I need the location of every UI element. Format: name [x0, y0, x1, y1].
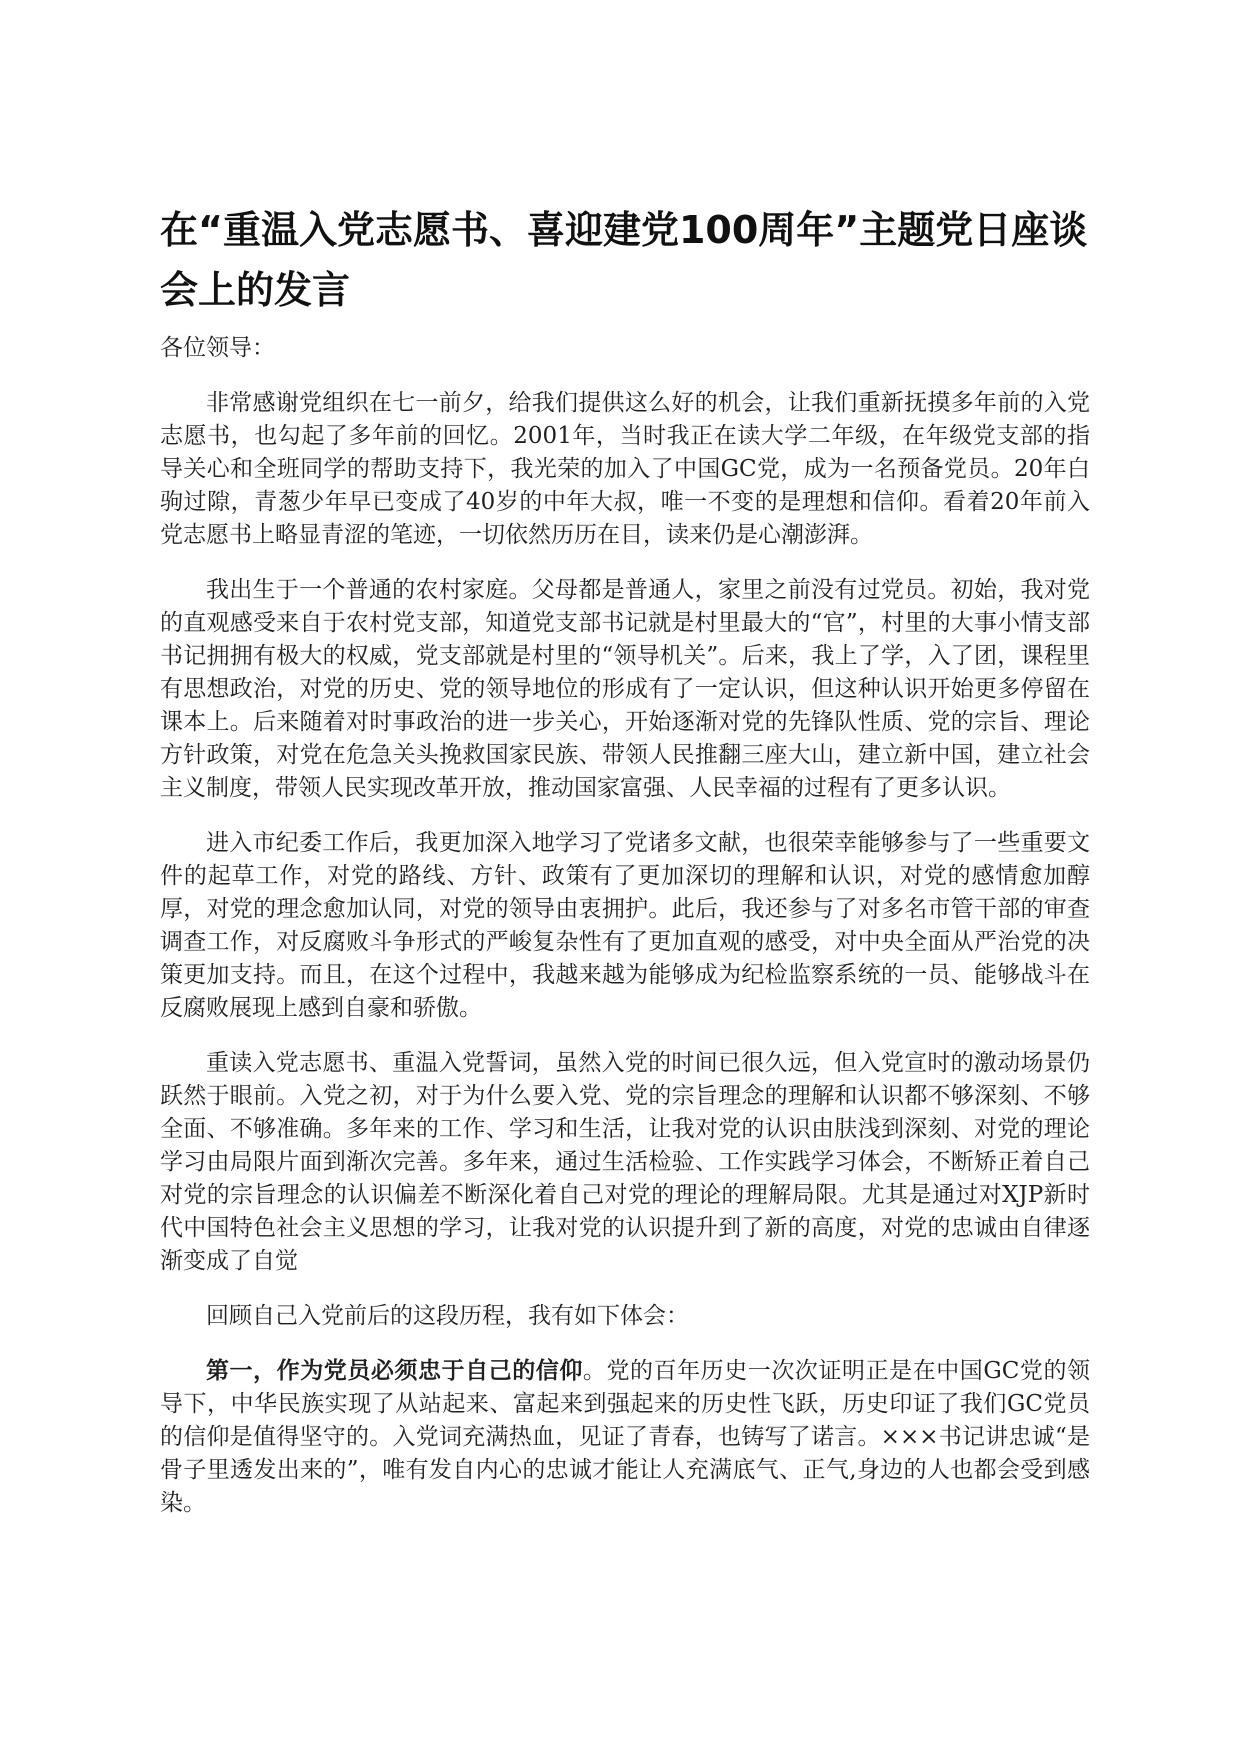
salutation: 各位领导：	[160, 335, 275, 361]
point-1-paragraph	[160, 1355, 1090, 1520]
point-1-body: 。党的百年历史一次次证明正是在中国GC党的领导下，中华民族实现了从站起来、富起来到强起来的历史性飞跃，历史印证了我们GC党员的信仰是值得坚守的。入党词充满热血，见证了青春，也铸写了诺言。×××书记讲忠诚“是骨子里透发出来的”，唯有发自内心的忠诚才能让人充满底气、正气,身边的人也都会受到感染。	[160, 1358, 1090, 1516]
point-1-lead: 第一，作为党员必须忠于自己的信仰	[206, 1358, 583, 1384]
paragraph-2: 我出生于一个普通的农村家庭。父母都是普通人，家里之前没有过党员。初始，我对党的直观感受来自于农村党支部，知道党支部书记就是村里最大的“官”，村里的大事小情支部书记拥拥有极大的权威，党支部就是村里的“领导机关”。后来，我上了学，入了团，课程里有思想政治，对党的历史、党的领导地位的形成有了一定认识，但这种认识开始更多停留在课本上。后来随着对时事政治的进一步关心，开始逐渐对党的先锋队性质、党的宗旨、理论方针政策，对党在危急关头挽救国家民族、带领人民推翻三座大山，建立新中国，建立社会主义制度，带领人民实现改革开放，推动国家富强、人民幸福的过程有了更多认识。	[160, 577, 1090, 801]
paragraph-4: 重读入党志愿书、重温入党誓词，虽然入党的时间已很久远，但入党宣时的激动场景仍跃然于眼前。入党之初，对于为什么要入党、党的宗旨理念的理解和认识都不够深刻、不够全面、不够准确。多年来的工作、学习和生活，让我对党的认识由肤浅到深刻、对党的理论学习由局限片面到渐次完善。多年来，通过生活检验、工作实践学习体会，不断矫正着自己对党的宗旨理念的认识偏差不断深化着自己对党的理论的理解局限。尤其是通过对XJP新时代中国特色社会主义思想的学习，让我对党的认识提升到了新的高度，对党的忠诚由自律逐渐变成了自觉	[160, 1050, 1090, 1274]
document-page	[160, 200, 1090, 1542]
paragraph-3: 进入市纪委工作后，我更加深入地学习了党诸多文献，也很荣幸能够参与了一些重要文件的起草工作，对党的路线、方针、政策有了更加深切的理解和认识，对党的感情愈加醇厚，对党的理念愈加认同，对党的领导由衷拥护。此后，我还参与了对多名市管干部的审查调查工作，对反腐败斗争形式的严峻复杂性有了更加直观的感受，对中央全面从严治党的决策更加支持。而且，在这个过程中，我越来越为能够成为纪检监察系统的一员、能够战斗在反腐败展现上感到自豪和骄傲。	[160, 830, 1090, 1021]
paragraph-5: 回顾自己入党前后的这段历程，我有如下体会：	[206, 1303, 689, 1329]
paragraph-1: 非常感谢党组织在七一前夕，给我们提供这么好的机会，让我们重新抚摸多年前的入党志愿书，也勾起了多年前的回忆。2001年，当时我正在读大学二年级，在年级党支部的指导关心和全班同学的帮助支持下，我光荣的加入了中国GC党，成为一名预备党员。20年白驹过隙，青葱少年早已变成了40岁的中年大叔，唯一不变的是理想和信仰。看着20年前入党志愿书上略显青涩的笔迹，一切依然历历在目，读来仍是心潮澎湃。	[160, 390, 1090, 548]
document-title: 在“重温入党志愿书、喜迎建党100周年”主题党日座谈会上的发言	[160, 208, 1088, 312]
